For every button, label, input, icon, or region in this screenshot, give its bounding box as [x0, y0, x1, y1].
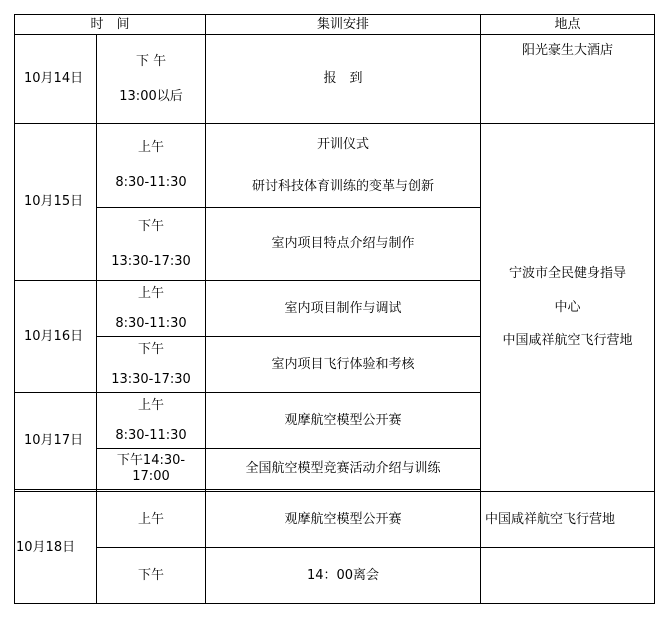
time-cell	[97, 208, 206, 281]
activity-cell: 室内项目特点介绍与制作	[206, 208, 481, 281]
time-cell: 下午	[97, 548, 206, 604]
date-oct18: 10月18日	[15, 492, 97, 604]
activity-line: 研讨科技体育训练的变革与创新	[252, 178, 435, 194]
time-label: 上午	[138, 140, 165, 156]
activity-line: 开训仪式	[317, 136, 370, 152]
time-range: 8:30-11:30	[115, 175, 187, 190]
shared-location-cell	[481, 124, 655, 492]
time-label: 下午	[138, 341, 165, 357]
header-location: 地点	[481, 15, 655, 35]
time-cell: 上午	[97, 492, 206, 548]
table-row	[15, 492, 655, 548]
header-arrangement: 集训安排	[206, 15, 481, 35]
activity-cell: 报 到	[206, 35, 481, 124]
time-cell	[97, 393, 206, 449]
time-label: 下午	[138, 218, 165, 234]
date-oct16: 10月16日	[15, 281, 97, 393]
location-cell: 中国咸祥航空飞行营地	[481, 492, 655, 548]
time-cell	[97, 35, 206, 124]
activity-cell: 室内项目飞行体验和考核	[206, 337, 481, 393]
time-range: 17:00	[132, 469, 170, 484]
table-row	[15, 124, 655, 208]
activity-cell: 观摩航空模型公开赛	[206, 492, 481, 548]
time-range: 8:30-11:30	[115, 315, 187, 331]
time-range: 8:30-11:30	[115, 427, 187, 443]
location-line: 中心	[554, 299, 581, 315]
time-range: 13:30-17:30	[111, 253, 191, 269]
time-cell	[97, 281, 206, 337]
time-range: 13:30-17:30	[111, 371, 191, 387]
location-cell: 阳光豪生大酒店	[481, 35, 655, 124]
activity-cell: 14：00离会	[206, 548, 481, 604]
date-oct17: 10月17日	[15, 393, 97, 490]
location-line: 宁波市全民健身指导	[509, 266, 627, 282]
time-label: 上午	[138, 285, 165, 301]
time-cell	[97, 124, 206, 208]
location-cell	[481, 548, 655, 604]
time-label: 下午14:30-	[116, 453, 186, 469]
table-row	[15, 548, 655, 604]
header-row	[15, 15, 655, 35]
time-cell	[97, 337, 206, 393]
activity-cell: 室内项目制作与调试	[206, 281, 481, 337]
header-time: 时 间	[15, 15, 206, 35]
schedule-table	[14, 14, 655, 604]
activity-cell: 全国航空模型竞赛活动介绍与训练	[206, 449, 481, 490]
time-cell	[97, 449, 206, 490]
table-row	[15, 35, 655, 124]
location-line: 中国咸祥航空飞行营地	[502, 333, 633, 349]
date-oct14: 10月14日	[15, 35, 97, 124]
activity-cell: 观摩航空模型公开赛	[206, 393, 481, 449]
activity-cell	[206, 124, 481, 208]
time-label: 上午	[138, 397, 165, 413]
time-range: 13:00以后	[119, 88, 183, 104]
time-label: 下 午	[135, 53, 167, 69]
date-oct15: 10月15日	[15, 124, 97, 281]
